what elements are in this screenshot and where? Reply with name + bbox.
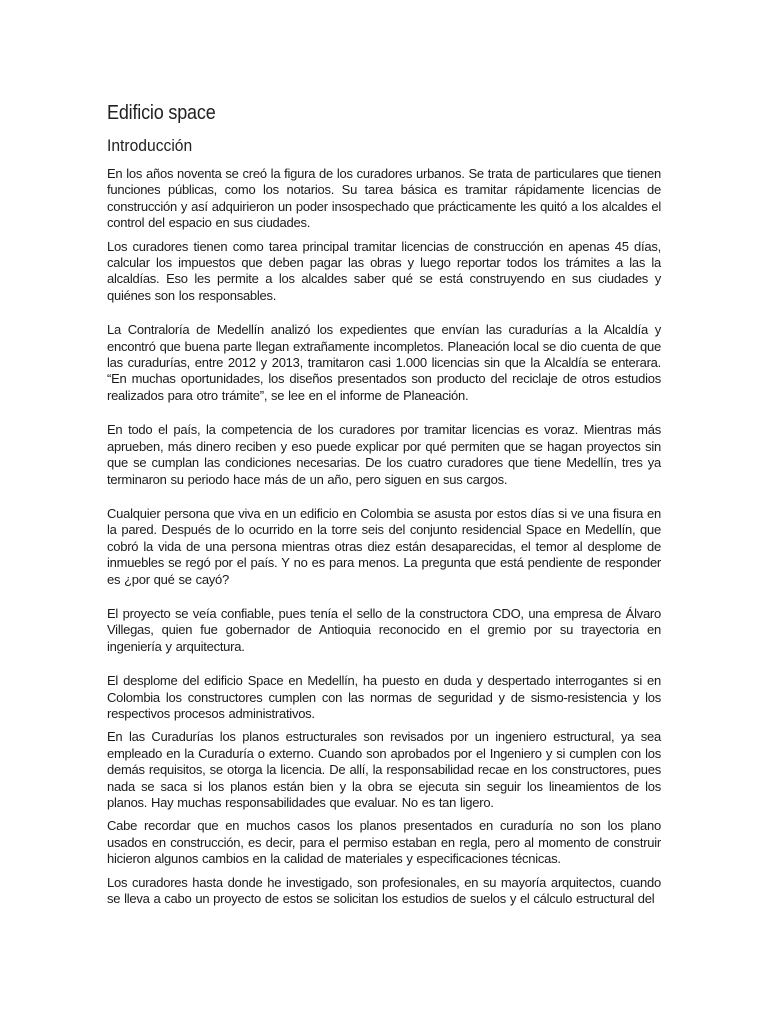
paragraph-4: En todo el país, la competencia de los curadores por tramitar licencias es voraz. Mientras más aprueben, más dinero reciben y eso puede explicar por qué permiten que se hagan proyectos sin que se cumplan las condiciones necesarias. De los cuatro curadores que tiene Medellín, tres ya terminaron su periodo hace más de un año, pero siguen en sus cargos. [107, 422, 661, 487]
paragraph-7: El desplome del edificio Space en Medellín, ha puesto en duda y despertado interrogantes si en Colombia los constructores cumplen con las normas de seguridad y de sismo-resistencia y los respectivos procesos administrativos. [107, 673, 661, 721]
paragraph-6: El proyecto se veía confiable, pues tenía el sello de la constructora CDO, una empresa de Álvaro Villegas, quien fue gobernador de Antioquia reconocido en el gremio por su trayectoria en ingeniería y arquitectura. [107, 605, 661, 654]
document-title: Edificio space [107, 102, 216, 124]
paragraph-2: Los curadores tienen como tarea principal tramitar licencias de construcción en apenas 45 días, calcular los impuestos que deben pagar las obras y luego reportar todos los trámites a las la alcaldías. Eso les permite a los alcaldes saber qué se está construyendo en sus ciudades y quiénes son los responsables. [107, 238, 661, 303]
document-page [107, 100, 661, 914]
paragraph-3: La Contraloría de Medellín analizó los expedientes que envían las curadurías a la Alcaldía y encontró que buena parte llegan extrañamente incompletos. Planeación local se dio cuenta de que las curadurías, entre 2012 y 2013, tramitaron casi 1.000 licencias sin que la Alcaldía se enterara. “En muchas oportunidades, los diseños presentados son producto del reciclaje de otros estudios realizados para otro trámite”, se lee en el informe de Planeación. [107, 322, 661, 403]
paragraph-10: Los curadores hasta donde he investigado, son profesionales, en su mayoría arquitectos, cuando se lleva a cabo un proyecto de estos se solicitan los estudios de suelos y el cálculo estructural del [107, 874, 661, 907]
section-heading: Introducción [107, 136, 193, 155]
paragraph-9: Cabe recordar que en muchos casos los planos presentados en curaduría no son los plano usados en construcción, es decir, para el permiso estaban en regla, pero al momento de construir hicieron algunos cambios en la calidad de materiales y especificaciones técnicas. [107, 818, 661, 867]
paragraph-1: En los años noventa se creó la figura de los curadores urbanos. Se trata de particulares que tienen funciones públicas, como los notarios. Su tarea básica es tramitar rápidamente licencias de construcción y así adquirieron un poder insospechado que prácticamente les quitó a los alcaldes el control del espacio en sus ciudades. [107, 166, 661, 231]
paragraph-5: Cualquier persona que viva en un edificio en Colombia se asusta por estos días si ve una fisura en la pared. Después de lo ocurrido en la torre seis del conjunto residencial Space en Medellín, que cobró la vida de una persona mientras otras diez están desaparecidas, el temor al desplome de inmuebles se regó por el país. Y no es para menos. La pregunta que está pendiente de responder es ¿por qué se cayó? [107, 505, 661, 587]
paragraph-8: En las Curadurías los planos estructurales son revisados por un ingeniero estructural, ya sea empleado en la Curaduría o externo. Cuando son aprobados por el Ingeniero y si cumplen con los demás requisitos, se otorga la licencia. De allí, la responsabilidad recae en los constructores, pues nada se saca si los planos están bien y la obra se ejecuta sin seguir los lineamientos de los planos. Hay muchas responsabilidades que evaluar. No es tan ligero. [107, 729, 661, 810]
